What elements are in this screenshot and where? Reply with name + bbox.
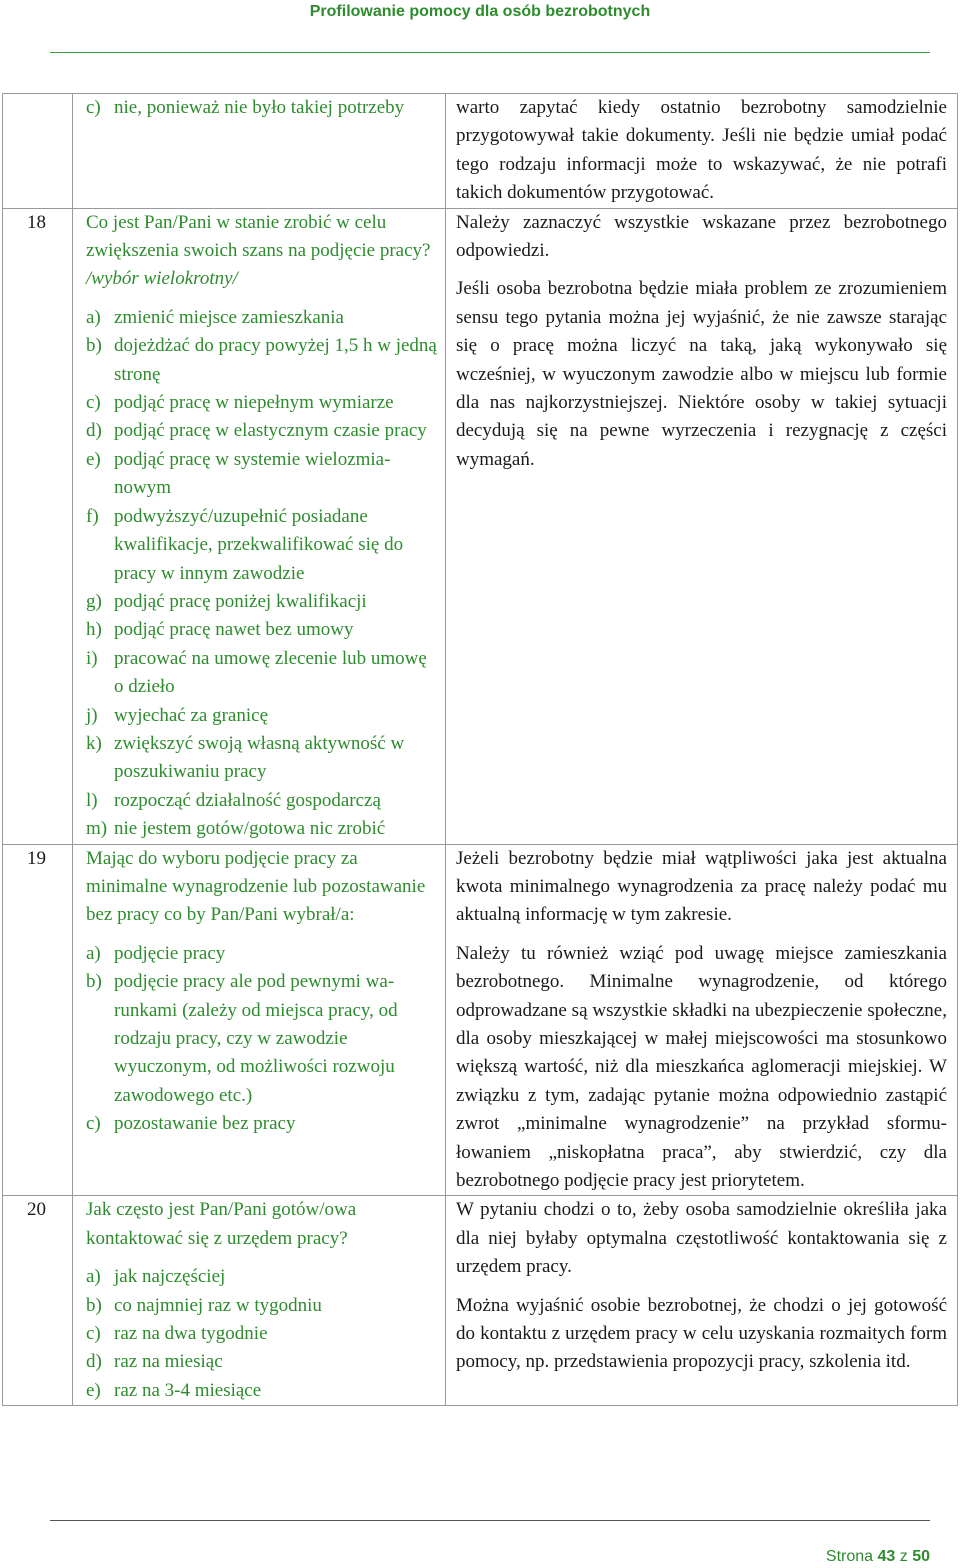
header-divider [50, 52, 930, 53]
instruction-cell [446, 94, 958, 209]
page-total: 50 [912, 1548, 930, 1565]
answer-options [86, 94, 437, 122]
list-item: j) wyjechać za granicę [86, 704, 269, 726]
page-word: Strona [825, 1548, 874, 1565]
question-number: 20 [3, 1196, 73, 1406]
list-item: c) nie, ponieważ nie było takiej potrzeby [86, 97, 405, 118]
question-cell [73, 844, 446, 1196]
list-item: f) podwyższyć/uzupełnić posiadane kwalifikacje, przekwalifikować się do pracy w innym zawodzie [86, 505, 404, 584]
question-number: 18 [3, 208, 73, 844]
question-text: Jak często jest Pan/Pani gotów/owa kontaktować się z urzędem pracy? [86, 1199, 357, 1249]
page-header-title: Profilowanie pomocy dla osób bezrobotnych [309, 3, 651, 20]
page-current: 43 [877, 1548, 896, 1565]
instruction-cell [446, 844, 958, 1196]
page-separator: z [899, 1548, 908, 1565]
instruction-text: Jeśli osoba bezrobotna będzie miała problem ze zrozumieniem sensu tego pytania można jej wyjaśnić, że nie zawsze starając się o pracę można liczyć na taką, jaką wykonywało się wcześniej, w wyuczonym zawodzie albo w miejscu lub formie dla nas najkorzystniejszej. Niektóre osoby w takiej sytuacji decydują się na pewne wyrzeczenia i rezygnację z części wymagań. [456, 278, 947, 470]
list-item: c) raz na dwa tygodnie [86, 1323, 268, 1345]
list-item: e) raz na 3-4 miesiące [86, 1379, 262, 1401]
footer-divider [50, 1520, 930, 1521]
list-item: b) dojeżdżać do pracy powyżej 1,5 h w jedną stronę [86, 335, 437, 385]
instruction-text: Można wyjaśnić osobie bezrobotnej, że chodzi o jej gotowość do kontaktu z urzędem pracy w celu uzyskania rozmaitych form pomocy, np. przedstawienia propozycji pracy, szkolenia itd. [456, 1294, 947, 1373]
list-item: g) podjąć pracę poniżej kwalifikacji [86, 590, 367, 612]
table-row [3, 208, 958, 844]
instruction-text: W pytaniu chodzi o to, żeby osoba samodzielnie określiła jaka dla niej byłaby optymalna częstotliwość kontaktowania się z urzędem pracy. [456, 1199, 947, 1278]
list-item: k) zwiększyć swoją własną aktywność w poszukiwaniu pracy [86, 732, 405, 783]
list-item: m) nie jestem gotów/gotowa nic zrobić [86, 818, 386, 840]
list-item: c) pozostawanie bez pracy [86, 1113, 296, 1135]
instruction-text: Należy zaznaczyć wszystkie wskazane przez bezrobotnego odpowiedzi. [456, 211, 947, 262]
question-text: Co jest Pan/Pani w stanie zrobić w celu zwiększenia swoich szans na podjęcie pracy? /wybór wielokrotny/ [86, 211, 431, 290]
instruction-cell [446, 1196, 958, 1406]
question-number [3, 94, 73, 209]
list-item: d) raz na miesiąc [86, 1351, 223, 1373]
list-item: a) jak najczęściej [86, 1266, 226, 1288]
answer-options [86, 940, 437, 1139]
list-item: d) podjąć pracę w elastycznym czasie pracy [86, 420, 427, 442]
instruction-text: Jeżeli bezrobotny będzie miał wątpliwości jaka jest aktualna kwota minimalnego wynagrodzenia za pracę należy podać mu aktualną informację w tym zakresie. [456, 847, 947, 926]
question-cell [73, 208, 446, 844]
table-row [3, 94, 958, 209]
instruction-cell [446, 208, 958, 844]
questionnaire-table [2, 93, 958, 1406]
question-cell [73, 1196, 446, 1406]
table-row [3, 844, 958, 1196]
instruction-text: warto zapytać kiedy ostatnio bezrobotny samodzielnie przygotowywał takie dokumenty. Jeśli nie będzie umiał podać tego rodzaju informacji może to wskazywać, że nie potrafi takich dokumentów przygotować. [456, 97, 947, 204]
list-item: c) podjąć pracę w niepełnym wymiarze [86, 392, 394, 414]
question-note: /wybór wielokrotny/ [86, 268, 238, 290]
list-item: a) podjęcie pracy [86, 942, 226, 964]
list-item: h) podjąć pracę nawet bez umowy [86, 619, 354, 641]
list-item: e) podjąć pracę w systemie wielozmianowym [86, 448, 391, 499]
list-item: b) podjęcie pracy ale pod pewnymi warunkami (zależy od miejsca pracy, od rodzaju pracy, czy w zawodzie wyuczonym, od możliwości rozwoju zawodowego etc.) [86, 971, 398, 1106]
list-item: i) pracować na umowę zlecenie lub umowę o dzieło [86, 647, 427, 698]
answer-options [86, 1263, 437, 1405]
table-row [3, 1196, 958, 1406]
list-item: a) zmienić miejsce zamieszkania [86, 306, 344, 328]
question-number: 19 [3, 844, 73, 1196]
question-text: Mając do wyboru podjęcie pracy za minimalne wynagrodzenie lub pozostawanie bez pracy co by Pan/Pani wybrał/a: [86, 847, 426, 926]
instruction-text: Należy tu również wziąć pod uwagę miejsce zamieszkania bezrobotnego. Minimalne wynagrodzenie, od którego odprowadzane są wszystkie składki na ubezpieczenie społeczne, dla osoby mieszkającej w małej miejscowości ma stosunkowo większą wartość, niż dla mieszkańca aglomeracji miejskiej. W związku z tym, zadając pytanie można odpowiednio zastąpić zwrot „minimalne wynagrodzenie” na przykład sformułowaniem „niskopłatna praca”, aby stwierdzić, czy dla bezrobotnego podjęcie pracy jest priorytetem. [456, 942, 947, 1192]
list-item: l) rozpocząć działalność gospodarczą [86, 789, 381, 811]
list-item: b) co najmniej raz w tygodniu [86, 1294, 322, 1316]
page-number [826, 1546, 930, 1568]
answer-options [86, 304, 437, 844]
question-cell [73, 94, 446, 209]
